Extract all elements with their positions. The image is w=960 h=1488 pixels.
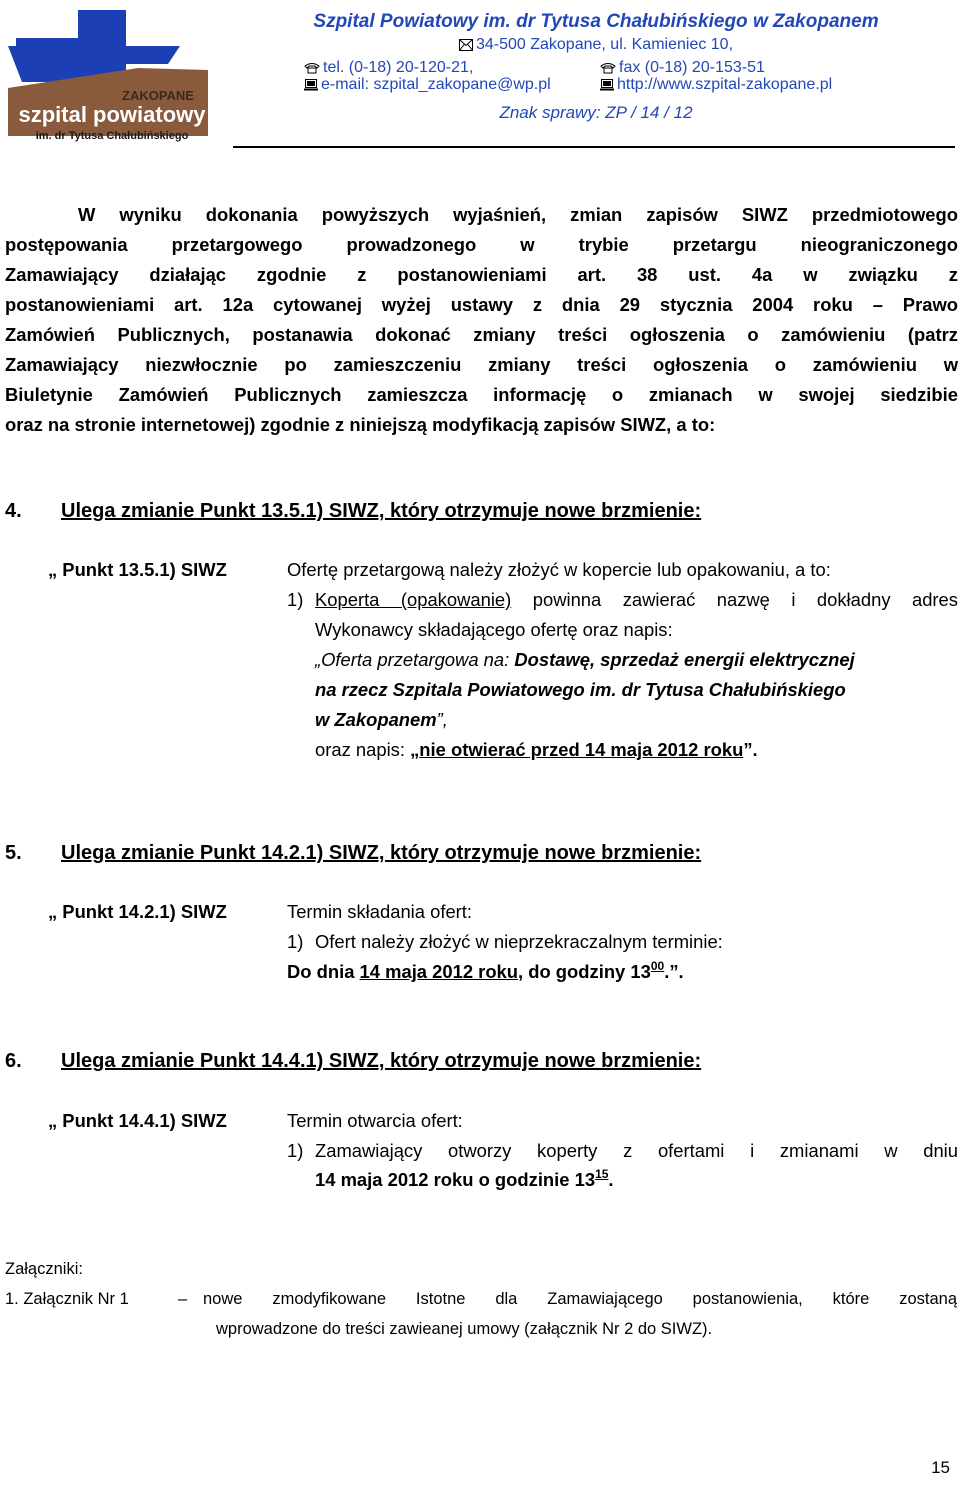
section-title: Ulega zmianie Punkt 14.4.1) SIWZ, który otrzymuje nowe brzmienie:: [61, 1050, 702, 1072]
website-link[interactable]: http://www.szpital-zakopane.pl: [617, 76, 833, 93]
section-5-label: „ Punkt 14.2.1) SIWZ: [48, 901, 227, 922]
section-number: 5.: [5, 842, 22, 864]
section-5-item: 1) Ofert należy złożyć w nieprzekraczalnym terminie:: [287, 931, 723, 952]
hospital-logo: [8, 8, 218, 143]
section-4-quote-line3: w Zakopanem”,: [315, 709, 448, 730]
fax-text: fax (0-18) 20-153-51: [619, 59, 765, 76]
section-5-deadline: Do dnia 14 maja 2012 roku, do godziny $13^{00}$.”.: [287, 959, 684, 982]
hospital-name: Szpital Powiatowy im. dr Tytusa Chałubińskiego w Zakopanem: [313, 11, 879, 32]
section-5-intro: Termin składania ofert:: [287, 901, 473, 922]
case-reference: Znak sprawy: ZP / 14 / 12: [499, 103, 693, 122]
page-number: 15: [931, 1458, 950, 1477]
section-6-intro: Termin otwarcia ofert:: [287, 1110, 463, 1131]
section-4-also: oraz napis: „nie otwierać przed 14 maja 2012 roku”.: [315, 739, 758, 760]
intro-line: Biuletynie Zamówień Publicznych zamieszcza informację o zmianach w swojej siedzibie: [5, 384, 958, 405]
section-title: Ulega zmianie Punkt 14.2.1) SIWZ, który otrzymuje nowe brzmienie:: [61, 842, 702, 864]
section-6-item-line2: 14 maja 2012 roku o godzinie $13^{15}$.: [315, 1167, 614, 1190]
computer-icon: [304, 78, 318, 96]
attachment-label: 1. Załącznik Nr 1: [5, 1290, 129, 1308]
phone-text: tel. (0-18) 20-120-21,: [323, 59, 474, 76]
attachments-heading: Załączniki:: [5, 1260, 83, 1278]
section-number: 4.: [5, 500, 22, 522]
section-number: 6.: [5, 1050, 22, 1072]
section-4-item: 1) Koperta (opakowanie) powinna zawierać nazwę i dokładny adres: [287, 589, 958, 610]
intro-line: oraz na stronie internetowej) zgodnie z niniejszą modyfikacją zapisów SIWZ, a to:: [5, 414, 716, 435]
logo-main-text: szpital powiatowy: [18, 102, 206, 127]
hospital-address: [240, 35, 952, 56]
attachment-text-line2: wprowadzone do treści zawieanej umowy (załącznik Nr 2 do SIWZ).: [216, 1320, 713, 1338]
intro-line: postępowania przetargowego prowadzonego w trybie przetargu nieograniczonego: [5, 234, 958, 255]
computer-icon: [600, 78, 614, 96]
intro-paragraph: [5, 200, 958, 440]
envelope-icon: [459, 37, 473, 56]
section-4-intro: Ofertę przetargową należy złożyć w kopercie lub opakowaniu, a to:: [287, 559, 831, 580]
intro-line: postanowieniami art. 12a cytowanej wyżej ustawy z dnia 29 stycznia 2004 roku – Prawo: [5, 294, 958, 315]
section-4-quote-line1: „Oferta przetargowa na: Dostawę, sprzedaż energii elektrycznej: [315, 649, 855, 670]
attachment-text-line1: nowe zmodyfikowane Istotne dla Zamawiającego postanowienia, które zostaną: [203, 1290, 957, 1308]
intro-line: W wyniku dokonania powyższych wyjaśnień, zmian zapisów SIWZ przedmiotowego: [78, 204, 958, 225]
attachment-dash: –: [178, 1290, 188, 1308]
address-text: 34-500 Zakopane, ul. Kamieniec 10,: [475, 36, 734, 53]
section-title: Ulega zmianie Punkt 13.5.1) SIWZ, który otrzymuje nowe brzmienie:: [61, 500, 702, 522]
intro-line: Zamawiający działając zgodnie z postanowieniami art. 38 ust. 4a w związku z: [5, 264, 958, 285]
logo-top-text: ZAKOPANE: [122, 88, 194, 103]
contact-row: [240, 76, 952, 96]
section-4-label: „ Punkt 13.5.1) SIWZ: [48, 559, 227, 580]
section-6-label: „ Punkt 14.4.1) SIWZ: [48, 1110, 227, 1131]
section-4-quote-line2: na rzecz Szpitala Powiatowego im. dr Tytusa Chałubińskiego: [315, 679, 846, 700]
email-link[interactable]: e-mail: szpital_zakopane@wp.pl: [321, 76, 551, 93]
header-divider: [233, 146, 955, 148]
logo-sub-text: im. dr Tytusa Chałubińskiego: [35, 130, 189, 142]
section-4-item-line2: Wykonawcy składającego ofertę oraz napis:: [315, 619, 673, 640]
intro-line: Zamówień Publicznych, postanawia dokonać zmiany treści ogłoszenia o zamówieniu (patrz: [5, 324, 958, 345]
section-6-item: 1) Zamawiający otworzy koperty z ofertami i zmianami w dniu: [287, 1140, 958, 1161]
intro-line: Zamawiający niezwłocznie po zamieszczeniu zmiany treści ogłoszenia o zamówieniu w: [5, 354, 958, 375]
